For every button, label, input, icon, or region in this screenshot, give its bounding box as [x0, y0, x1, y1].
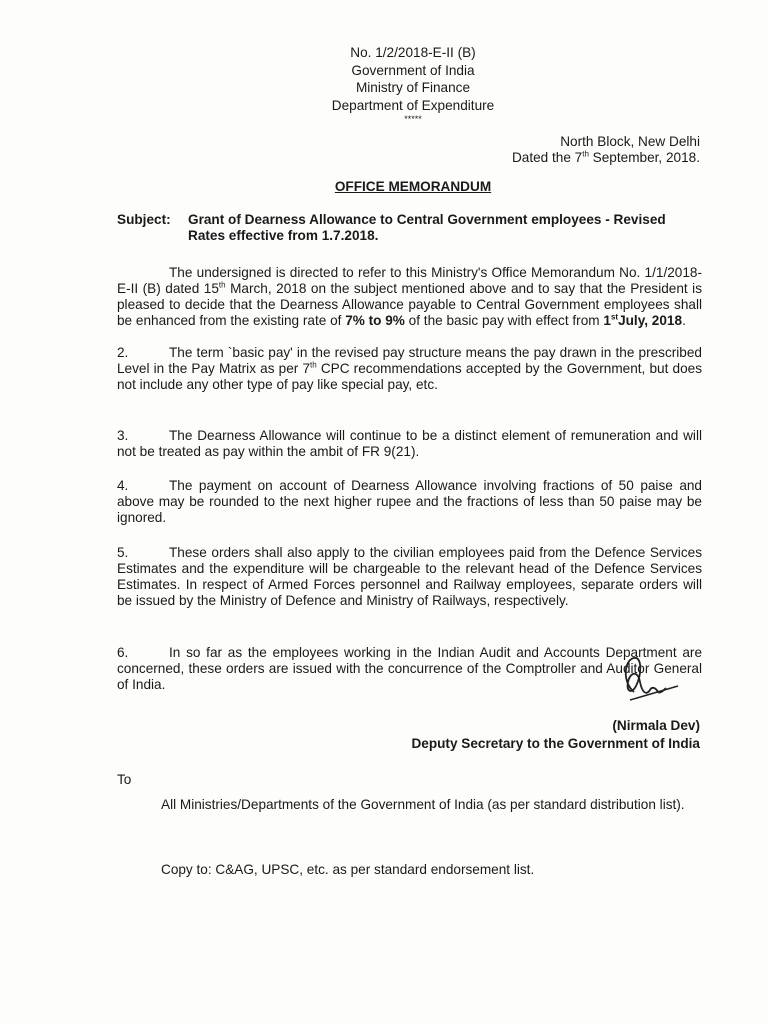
p3-text: The Dearness Allowance will continue to be a distinct element of remuneration and will not be treated as pay within the ambit of FR 9(21). — [117, 428, 702, 459]
paragraph-2 — [117, 345, 702, 393]
handwritten-signature — [612, 652, 692, 714]
subject-label: Subject: — [117, 212, 171, 227]
p2-sup: th — [310, 360, 317, 370]
to-label: To — [117, 772, 132, 787]
ministry-name: Ministry of Finance — [355, 80, 471, 95]
signatory-name: (Nirmala Dev) — [612, 718, 700, 733]
p5-text: These orders shall also apply to the civilian employees paid from the Defence Services Estimates and the expenditure will be chargeable to the relevant head of the Defence Services Estimates. In respect of Armed Forces personnel and Railway employees, separate orders will be issued by the Ministry of Defence and Ministry of Railways, respectively. — [117, 545, 702, 608]
p1-text: March, 2018 on the subject mentioned above and to say that the President is pleased to decide that the Dearness Allowance payable to Central Government employees shall be enhanced from the existing rate of — [117, 281, 702, 328]
date-prefix: Dated the 7 — [511, 150, 583, 165]
p1-text: The undersigned is directed to refer to this Ministry's Office Memorandum No. 1/1/2018-E-II (B) dated 15 — [117, 265, 702, 296]
subject-line-2: Rates effective from 1.7.2018. — [188, 228, 379, 243]
department-name: Department of Expenditure — [331, 97, 495, 113]
paragraph-number: 3. — [117, 428, 129, 443]
p4-text: The payment on account of Dearness Allowance involving fractions of 50 paise and above may be rounded to the next higher rupee and the fractions of less than 50 paise may be ignored. — [117, 478, 702, 525]
paragraph-number: 2. — [117, 345, 129, 360]
paragraph-5 — [117, 545, 702, 609]
separator-stars: ***** — [404, 114, 422, 124]
letterhead — [250, 44, 576, 124]
paragraph-4 — [117, 478, 702, 526]
document-title: OFFICE MEMORANDUM — [334, 179, 492, 194]
p1-sup: th — [218, 280, 226, 290]
p1-date: July, 2018 — [618, 313, 683, 328]
p1-date: 1 — [603, 313, 611, 328]
paragraph-number: 4. — [117, 478, 129, 493]
subject — [117, 212, 702, 244]
p2-text: CPC recommendations accepted by the Government, but does not include any other type of pay like special pay, etc. — [117, 361, 702, 392]
paragraph-1 — [117, 265, 702, 329]
p1-text: . — [682, 313, 686, 328]
file-number: No. 1/2/2018-E-II (B) — [350, 45, 476, 60]
paragraph-number: 6. — [117, 645, 129, 660]
distribution-list: All Ministries/Departments of the Government of India (as per standard distribution list). — [161, 797, 685, 812]
paragraph-number: 5. — [117, 545, 129, 560]
p6-text: In so far as the employees working in the Indian Audit and Accounts Department are concerned, these orders are issued with the concurrence of the Comptroller and Auditor General of India. — [117, 645, 702, 692]
date — [512, 150, 700, 166]
date-suffix: September, 2018. — [588, 150, 700, 165]
p2-text: The term `basic pay' in the revised pay structure means the pay drawn in the prescribed Level in the Pay Matrix as per 7 — [117, 345, 702, 376]
p1-sup: st — [610, 312, 619, 322]
p1-text: of the basic pay with effect from — [404, 313, 604, 328]
signatory-designation: Deputy Secretary to the Government of India — [411, 736, 700, 751]
date-sup: th — [582, 149, 589, 159]
place-and-date — [512, 134, 700, 166]
p1-rate: 7% to 9% — [345, 313, 405, 328]
location: North Block, New Delhi — [560, 134, 700, 149]
copy-to: Copy to: C&AG, UPSC, etc. as per standard endorsement list. — [161, 862, 535, 877]
government-name: Government of India — [351, 62, 475, 78]
paragraph-3 — [117, 428, 702, 460]
subject-line-1: Grant of Dearness Allowance to Central Government employees - Revised — [188, 212, 666, 227]
